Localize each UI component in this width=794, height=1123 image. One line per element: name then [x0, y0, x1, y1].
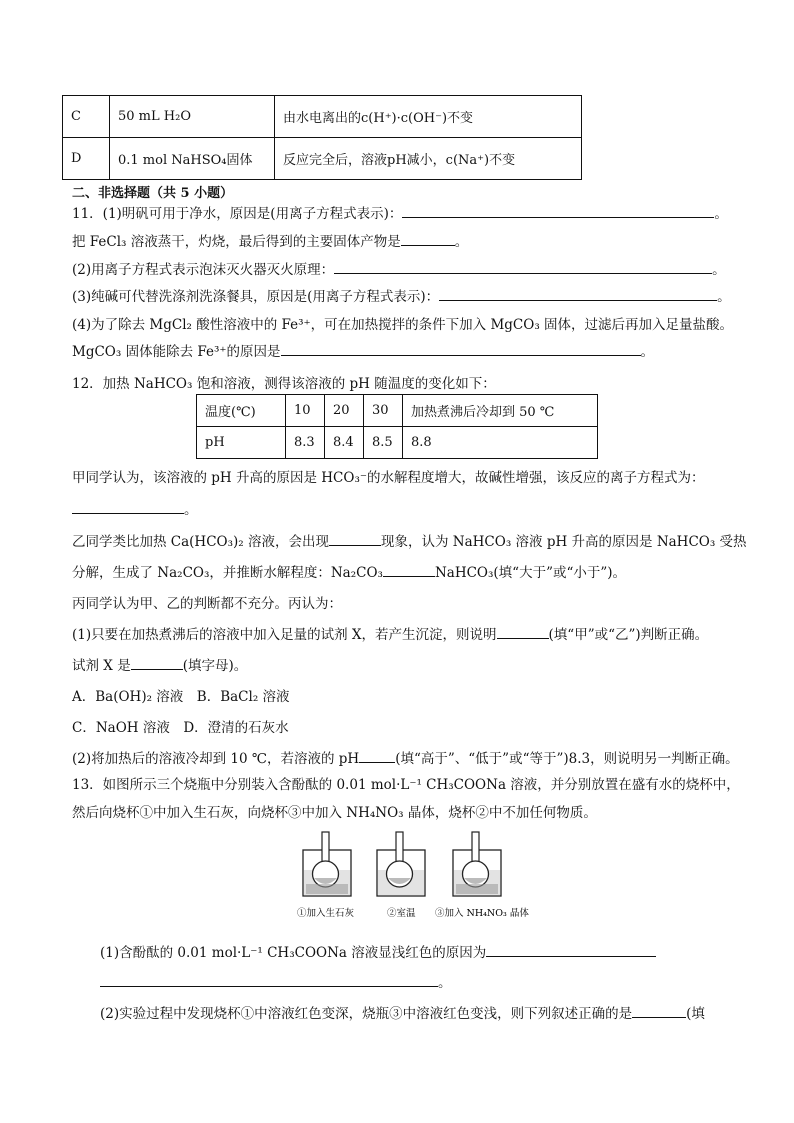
ph-temperature-table: [196, 394, 598, 459]
q11-text: 11．(1)明矾可用于净水，原因是(用离子方程式表示)：: [72, 206, 403, 222]
q12-intro: 12．加热 NaHCO₃ 饱和溶液，测得该溶液的 pH 随温度的变化如下：: [72, 376, 496, 392]
q12-yi-line-2: [72, 561, 626, 581]
beaker-3-icon: [453, 832, 501, 896]
figure-label-3: ③加入 NH₄NO₃ 晶体: [435, 908, 529, 919]
answer-options-table: [62, 95, 582, 180]
answer-blank[interactable]: [131, 655, 183, 670]
answer-blank[interactable]: [402, 203, 714, 218]
cell: 8.8: [403, 427, 598, 459]
header-cell: 温度(℃): [197, 395, 286, 427]
q13-sub-2: [100, 1002, 705, 1022]
cell: 8.5: [364, 427, 403, 459]
q12-options-ab: A．Ba(OH)₂ 溶液 B．BaCl₂ 溶液: [72, 689, 290, 705]
answer-blank[interactable]: [100, 972, 438, 987]
q12-text: (1)只要在加热煮沸后的溶液中加入足量的试剂 X，若产生沉淀，则说明: [72, 627, 497, 643]
period: 。: [184, 502, 198, 518]
beaker-2-icon: [377, 832, 425, 896]
q12-text: (填字母)。: [182, 658, 248, 674]
q11-line-5: (4)为了除去 MgCl₂ 酸性溶液中的 Fe³⁺，可在加热搅拌的条件下加入 MgCO₃ 固体，过滤后再加入足量盐酸。: [72, 317, 734, 333]
answer-blank[interactable]: [486, 942, 656, 957]
table-row: [197, 427, 598, 459]
q13-text: (填: [686, 1006, 705, 1022]
table-row: [63, 96, 582, 138]
header-cell: 10: [286, 395, 325, 427]
q13-line-2: 然后向烧杯①中加入生石灰，向烧杯③中加入 NH₄NO₃ 晶体，烧杯②中不加任何物质。: [72, 805, 597, 821]
option-condition: 0.1 mol NaHSO₄固体: [110, 138, 275, 180]
option-label: D: [63, 138, 110, 180]
period: 。: [454, 234, 469, 250]
option-result: 反应完全后，溶液pH减小，c(Na⁺)不变: [275, 138, 582, 180]
q13-text: (2)实验过程中发现烧杯①中溶液红色变深，烧瓶③中溶液红色变浅，则下列叙述正确的是: [100, 1006, 633, 1022]
beakers-figure: [295, 828, 545, 924]
q12-text: 现象，认为 NaHCO₃ 溶液 pH 升高的原因是 NaHCO₃ 受热: [381, 534, 747, 550]
table-row: [63, 138, 582, 180]
q12-text: 试剂 X 是: [72, 658, 131, 674]
answer-blank[interactable]: [383, 562, 435, 577]
q12-text: (填“高于”、“低于”或“等于”)8.3，则说明另一判断正确。: [395, 751, 739, 767]
q13-sub-1: [100, 941, 656, 961]
answer-blank[interactable]: [281, 341, 641, 356]
q12-bing: 丙同学认为甲、乙的判断都不充分。丙认为：: [72, 596, 342, 612]
cell: 8.4: [325, 427, 364, 459]
q13-sub-1-answer: [100, 971, 452, 991]
section-title: 二、非选择题（共 5 小题）: [72, 186, 234, 201]
period: 。: [714, 206, 728, 222]
period: 。: [438, 975, 452, 991]
answer-blank[interactable]: [329, 531, 381, 546]
q12-options-cd: C．NaOH 溶液 D．澄清的石灰水: [72, 720, 289, 736]
q12-jia: 甲同学认为，该溶液的 pH 升高的原因是 HCO₃⁻的水解程度增大，故碱性增强，该反应的离子方程式为：: [72, 470, 705, 486]
table-header-row: [197, 395, 598, 427]
q11-text: 把 FeCl₃ 溶液蒸干，灼烧，最后得到的主要固体产物是: [72, 234, 401, 250]
q12-reagent: [72, 654, 247, 674]
answer-blank[interactable]: [632, 1003, 686, 1018]
q11-text: (2)用离子方程式表示泡沫灭火器灭火原理：: [72, 262, 335, 278]
q11-line-4: [72, 285, 731, 305]
answer-blank[interactable]: [439, 286, 717, 301]
q11-line-6: [72, 340, 654, 360]
option-result: 由水电离出的c(H⁺)·c(OH⁻)不变: [275, 96, 582, 138]
q11-line-3: [72, 258, 726, 278]
q12-yi-line-1: [72, 530, 747, 550]
q11-line-1: [72, 202, 728, 222]
option-label: C: [63, 96, 110, 138]
q12-text: (填“甲”或“乙”)判断正确。: [548, 627, 709, 643]
q12-part-1: [72, 623, 708, 643]
cell: 8.3: [286, 427, 325, 459]
answer-blank[interactable]: [334, 259, 712, 274]
q11-text: (3)纯碱可代替洗涤剂洗涤餐具，原因是(用离子方程式表示)：: [72, 289, 440, 305]
answer-blank[interactable]: [401, 231, 455, 246]
header-cell: 30: [364, 395, 403, 427]
q12-text: NaHCO₃(填“大于”或“小于”)。: [434, 565, 627, 581]
q13-text: (1)含酚酞的 0.01 mol·L⁻¹ CH₃COONa 溶液显浅红色的原因为: [100, 945, 487, 961]
q12-text: (2)将加热后的溶液冷却到 10 ℃，若溶液的 pH: [72, 751, 360, 767]
q12-text: 乙同学类比加热 Ca(HCO₃)₂ 溶液，会出现: [72, 534, 329, 550]
answer-blank[interactable]: [359, 748, 395, 763]
q11-text: MgCO₃ 固体能除去 Fe³⁺的原因是: [72, 344, 281, 360]
answer-blank[interactable]: [72, 499, 184, 514]
cell: pH: [197, 427, 286, 459]
option-condition: 50 mL H₂O: [110, 96, 275, 138]
period: 。: [640, 344, 655, 360]
figure-label-2: ②室温: [387, 908, 416, 919]
q12-jia-answer: [72, 498, 198, 518]
period: 。: [717, 289, 731, 305]
header-cell: 20: [325, 395, 364, 427]
q12-part-2: [72, 747, 739, 767]
q11-line-2: [72, 230, 468, 250]
header-cell: 加热煮沸后冷却到 50 ℃: [403, 395, 598, 427]
period: 。: [712, 262, 726, 278]
beaker-1-icon: [303, 832, 351, 896]
figure-label-1: ①加入生石灰: [297, 908, 355, 919]
answer-blank[interactable]: [497, 624, 549, 639]
q12-text: 分解，生成了 Na₂CO₃，并推断水解程度：Na₂CO₃: [72, 565, 383, 581]
q13-line-1: 13．如图所示三个烧瓶中分别装入含酚酞的 0.01 mol·L⁻¹ CH₃COONa 溶液，并分别放置在盛有水的烧杯中，: [72, 777, 740, 793]
